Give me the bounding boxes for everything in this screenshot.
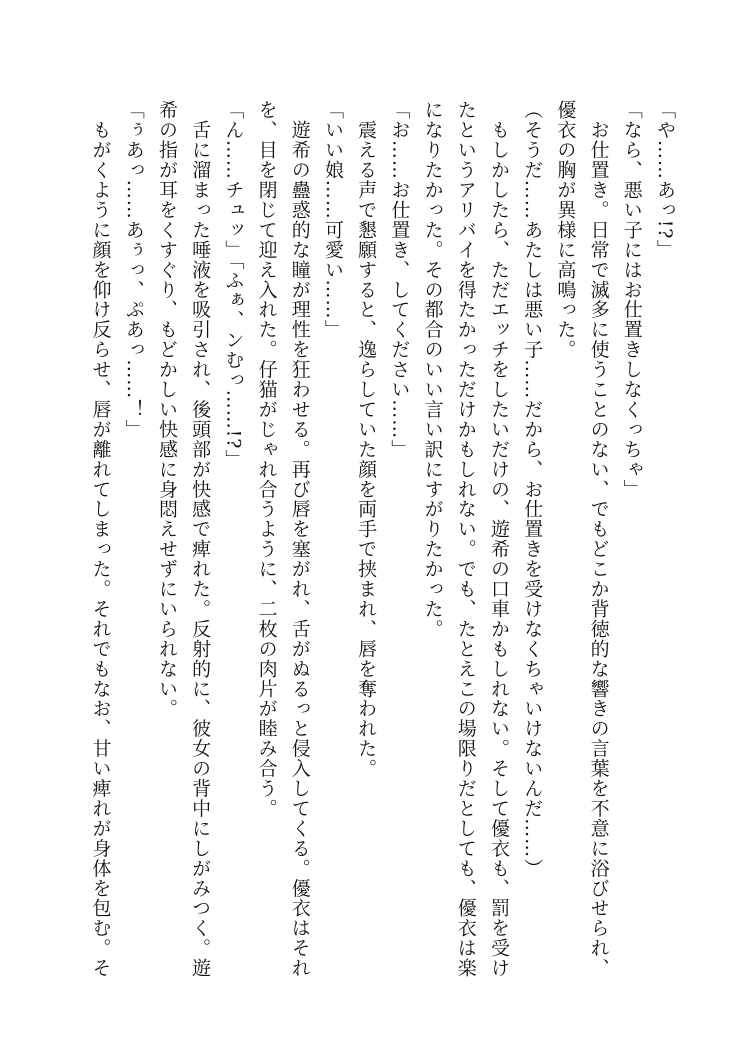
text-line: 希の指が耳をくすぐり、もどかしい快感に身悶えせずにいられない。 — [155, 100, 178, 719]
text-line: お仕置き。日常で滅多に使うことのない、でもどこか背徳的な響きの言葉を不意に浴びせられ、 — [587, 100, 610, 978]
text-line: になりたかった。その都合のいい言い訳にすがりたかった。 — [421, 100, 444, 639]
text-line: 「ん……チュッ」「ふぁ、ンむっ……!?」 — [222, 100, 245, 470]
text-line: 「なら、悪い子にはお仕置きしなくっちゃ」 — [620, 100, 643, 499]
text-line: もしかしたら、ただエッチをしたいだけの、遊希の口車かもしれない。そして優衣も、罰を受け — [487, 100, 510, 978]
text-line: （そうだ……あたしは悪い子……だから、お仕置きを受けなくちゃいけないんだ……） — [521, 100, 544, 879]
text-line: 遊希の蠱惑的な瞳が理性を狂わせる。再び唇を塞がれ、舌がぬるっと侵入してくる。優衣はそれ — [288, 100, 311, 978]
text-line: 「お……お仕置き、してください……」 — [388, 100, 411, 460]
text-line: 「や……あっ!?」 — [654, 100, 676, 260]
text-line: 震える声で懇願すると、逸らしていた顔を両手で挟まれ、唇を奪われた。 — [355, 100, 378, 779]
text-line: 「ぅあっ……あぅっ、ぷあっ……！」 — [122, 100, 145, 440]
text-line: を、目を閉じて迎え入れた。仔猫がじゃれ合うように、二枚の肉片が睦み合う。 — [255, 100, 278, 819]
text-line: 「いい娘……可愛い……」 — [321, 100, 344, 340]
vertical-text-body — [83, 100, 681, 980]
text-line: 優衣の胸が異様に高鳴った。 — [554, 100, 577, 360]
text-line: たというアリバイを得たかっただけかもしれない。でも、たとえこの場限りだとしても、優衣は楽 — [454, 100, 477, 978]
text-line: 舌に溜まった唾液を吸引され、後頭部が快感で痺れた。反射的に、彼女の背中にしがみつく。遊 — [189, 100, 212, 978]
text-line: もがくように顔を仰け反らせ、唇が離れてしまった。それでもなお、甘い痺れが身体を包む。そ — [89, 100, 112, 978]
